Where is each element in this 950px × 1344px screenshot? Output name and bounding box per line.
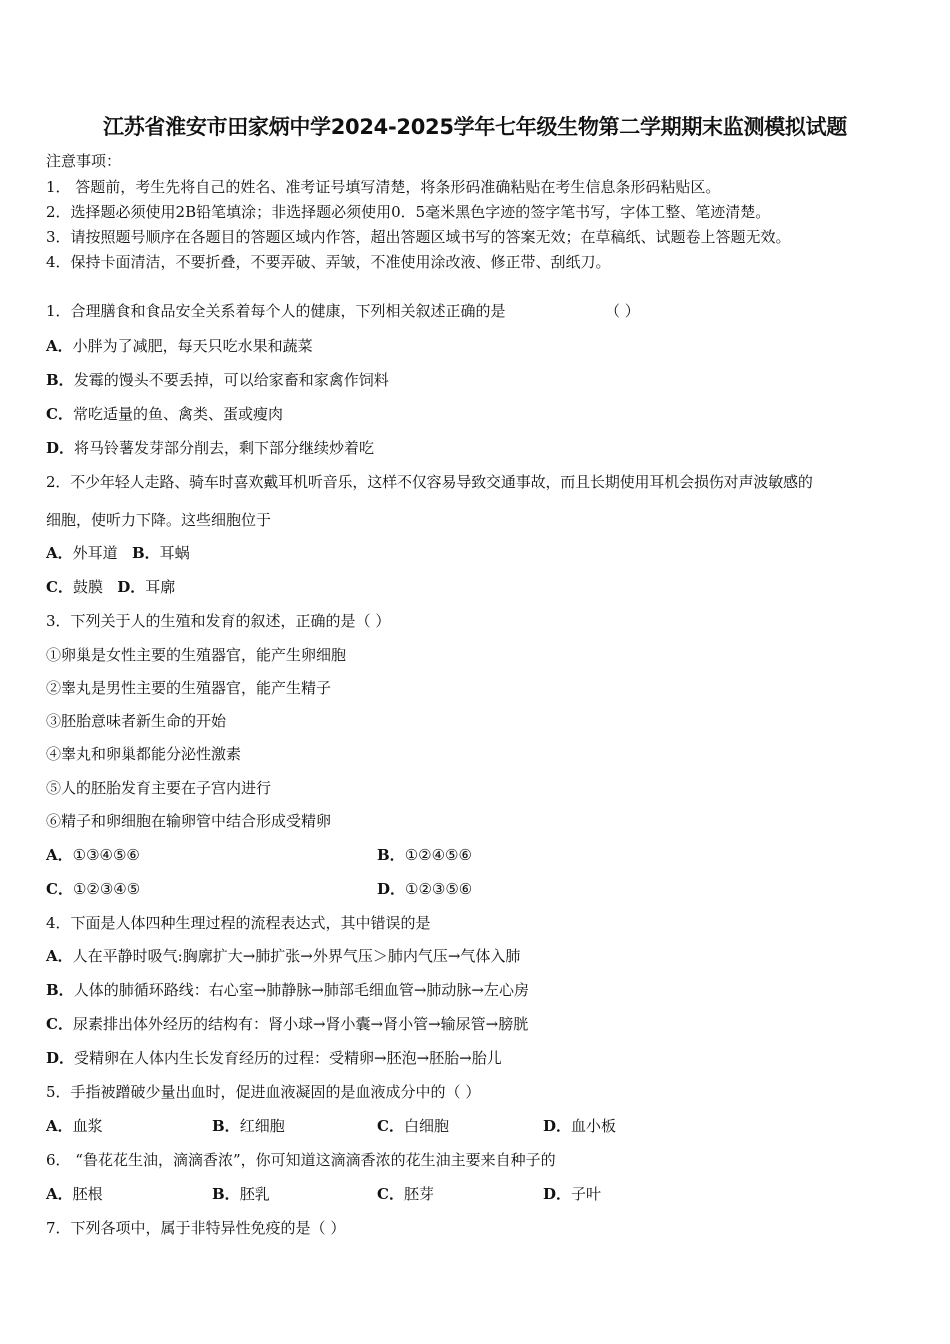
option-d (543, 1116, 616, 1136)
option-label: B． (212, 1185, 240, 1203)
option-c (46, 1014, 528, 1034)
option-label: B． (46, 981, 74, 999)
option-text: 耳蜗 (159, 544, 190, 562)
option-label: B． (377, 846, 405, 864)
option-a (46, 336, 313, 356)
option-b (212, 1116, 285, 1136)
option-c (46, 879, 140, 899)
option-text: 子叶 (571, 1185, 602, 1203)
note-item: 3．请按照题号顺序在各题目的答题区域内作答，超出答题区域书写的答案无效；在草稿纸、试题卷上答题无效。 (46, 228, 791, 246)
option-d (377, 879, 472, 899)
option-text: 外耳道 (72, 544, 118, 562)
option-label: B． (212, 1117, 240, 1135)
option-c (377, 1116, 449, 1136)
question-2-stem-cont: 细胞，使听力下降。这些细胞位于 (46, 511, 272, 529)
option-text: ①②③④⑤ (72, 880, 141, 898)
option-b (212, 1184, 270, 1204)
question-2-stem: 2．不少年轻人走路、骑车时喜欢戴耳机听音乐，这样不仅容易导致交通事故，而且长期使用耳机会损伤对声波敏感的 (46, 473, 813, 491)
option-label: A． (46, 544, 73, 562)
option-text: 红细胞 (239, 1117, 285, 1135)
option-text: 血浆 (72, 1117, 103, 1135)
option-a (46, 1184, 103, 1204)
option-text: 胚根 (72, 1185, 103, 1203)
option-c (377, 1184, 434, 1204)
statement: ③胚胎意味者新生命的开始 (46, 712, 227, 730)
option-d (46, 1048, 502, 1068)
option-text: 耳廓 (145, 578, 176, 596)
option-label: B． (131, 544, 160, 562)
note-item: 4．保持卡面清洁，不要折叠，不要弄破、弄皱，不准使用涂改液、修正带、刮纸刀。 (46, 253, 611, 271)
option-text: 发霉的馒头不要丢掉，可以给家畜和家禽作饲料 (73, 371, 389, 389)
option-row (46, 543, 190, 563)
option-row (46, 577, 175, 597)
option-label: B． (46, 371, 74, 389)
answer-paren: （ ） (605, 302, 640, 320)
option-label: C． (46, 1015, 73, 1033)
option-label: D． (543, 1117, 572, 1135)
note-item: 2．选择题必须使用2B铅笔填涂；非选择题必须使用0．5毫米黑色字迹的签字笔书写，字体工整、笔迹清楚。 (46, 203, 771, 221)
option-label: A． (46, 1117, 73, 1135)
question-5-stem: 5．手指被蹭破少量出血时，促进血液凝固的是血液成分中的（ ） (46, 1083, 481, 1101)
option-b (46, 370, 389, 390)
option-text: 常吃适量的鱼、禽类、蛋或瘦肉 (72, 405, 283, 423)
option-label: C． (377, 1185, 404, 1203)
option-text: ①②③⑤⑥ (405, 880, 473, 898)
option-b (377, 845, 472, 865)
option-text: 鼓膜 (72, 578, 103, 596)
option-label: D． (543, 1185, 572, 1203)
note-item: 1． 答题前，考生先将自己的姓名、准考证号填写清楚，将条形码准确粘贴在考生信息条形码粘贴区。 (46, 178, 721, 196)
question-7-stem: 7．下列各项中，属于非特异性免疫的是（ ） (46, 1219, 346, 1237)
option-label: D． (46, 1049, 75, 1067)
question-6-stem: 6． “鲁花花生油，滴滴香浓”，你可知道这滴滴香浓的花生油主要来自种子的 (46, 1151, 556, 1169)
option-text: ①②④⑤⑥ (404, 846, 472, 864)
option-text: ①③④⑤⑥ (72, 846, 140, 864)
option-c (46, 404, 283, 424)
notes-heading: 注意事项： (46, 152, 122, 170)
option-text: 血小板 (571, 1117, 617, 1135)
option-label: A． (46, 947, 73, 965)
option-label: D． (377, 880, 406, 898)
option-label: C． (46, 880, 73, 898)
statement: ②睾丸是男性主要的生殖器官，能产生精子 (46, 679, 332, 697)
option-label: A． (46, 1185, 73, 1203)
option-text: 胚乳 (239, 1185, 270, 1203)
option-text: 胚芽 (403, 1185, 434, 1203)
option-text: 人体的肺循环路线：右心室→肺静脉→肺部毛细血管→肺动脉→左心房 (73, 981, 529, 999)
option-text: 人在平静时吸气:胸廓扩大→肺扩张→外界气压＞肺内气压→气体入肺 (72, 947, 521, 965)
option-text: 将马铃薯发芽部分削去，剩下部分继续炒着吃 (74, 439, 375, 457)
question-3-stem: 3．下列关于人的生殖和发育的叙述，正确的是（ ） (46, 612, 391, 630)
option-a (46, 1116, 103, 1136)
option-label: D． (46, 439, 75, 457)
statement: ①卵巢是女性主要的生殖器官，能产生卵细胞 (46, 646, 347, 664)
statement: ⑥精子和卵细胞在输卵管中结合形成受精卵 (46, 812, 332, 830)
question-1-stem: 1．合理膳食和食品安全关系着每个人的健康，下列相关叙述正确的是 (46, 302, 506, 320)
option-label: A． (46, 846, 73, 864)
option-label: D． (117, 578, 146, 596)
option-d (543, 1184, 601, 1204)
option-label: C． (46, 405, 73, 423)
option-text: 小胖为了减肥，每天只吃水果和蔬菜 (72, 337, 313, 355)
option-text: 尿素排出体外经历的结构有：肾小球→肾小囊→肾小管→输尿管→膀胱 (72, 1015, 529, 1033)
option-a (46, 946, 520, 966)
statement: ⑤人的胚胎发育主要在子宫内进行 (46, 779, 272, 797)
option-a (46, 845, 140, 865)
option-b (46, 980, 529, 1000)
question-4-stem: 4．下面是人体四种生理过程的流程表达式，其中错误的是 (46, 914, 431, 932)
option-d (46, 438, 374, 458)
option-label: A． (46, 337, 73, 355)
option-text: 受精卵在人体内生长发育经历的过程：受精卵→胚泡→胚胎→胎儿 (74, 1049, 502, 1067)
option-label: C． (46, 578, 73, 596)
page-title: 江苏省淮安市田家炳中学2024-2025学年七年级生物第二学期期末监测模拟试题 (103, 115, 847, 139)
option-label: C． (377, 1117, 404, 1135)
statement: ④睾丸和卵巢都能分泌性激素 (46, 745, 242, 763)
option-text: 白细胞 (403, 1117, 449, 1135)
